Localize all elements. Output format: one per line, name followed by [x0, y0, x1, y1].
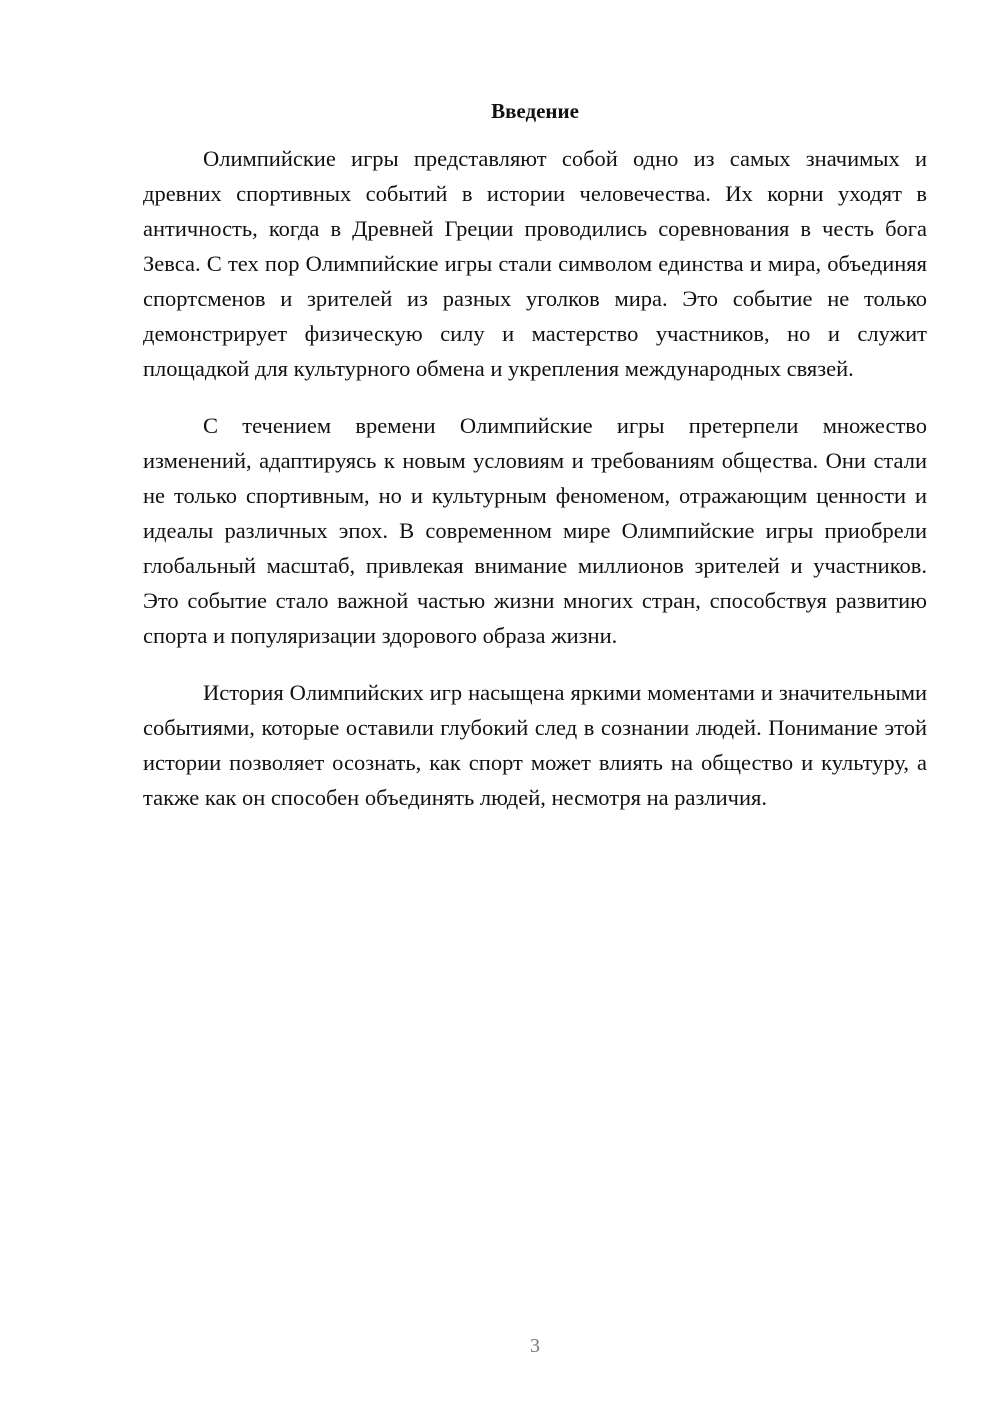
paragraph-2: С течением времени Олимпийские игры претерпели множество изменений, адаптируясь к новым условиям и требованиям общества. Они стали не только спортивным, но и культурным феноменом, отражающим ценности и идеалы различных эпох. В современном мире Олимпийские игры приобрели глобальный масштаб, привлекая внимание миллионов зрителей и участников. Это событие стало важной частью жизни многих стран, способствуя развитию спорта и популяризации здорового образа жизни.: [143, 413, 927, 648]
page-number: 3: [530, 1335, 540, 1357]
section-heading: Введение: [491, 99, 579, 123]
paragraph-3: История Олимпийских игр насыщена яркими моментами и значительными событиями, которые оставили глубокий след в сознании людей. Понимание этой истории позволяет осознать, как спорт может влиять на общество и культуру, а также как он способен объединять людей, несмотря на различия.: [143, 680, 927, 810]
document-body: [143, 141, 927, 837]
paragraph-1: Олимпийские игры представляют собой одно из самых значимых и древних спортивных событий в истории человечества. Их корни уходят в античность, когда в Древней Греции проводились соревнования в честь бога Зевса. С тех пор Олимпийские игры стали символом единства и мира, объединяя спортсменов и зрителей из разных уголков мира. Это событие не только демонстрирует физическую силу и мастерство участников, но и служит площадкой для культурного обмена и укрепления международных связей.: [143, 146, 927, 381]
